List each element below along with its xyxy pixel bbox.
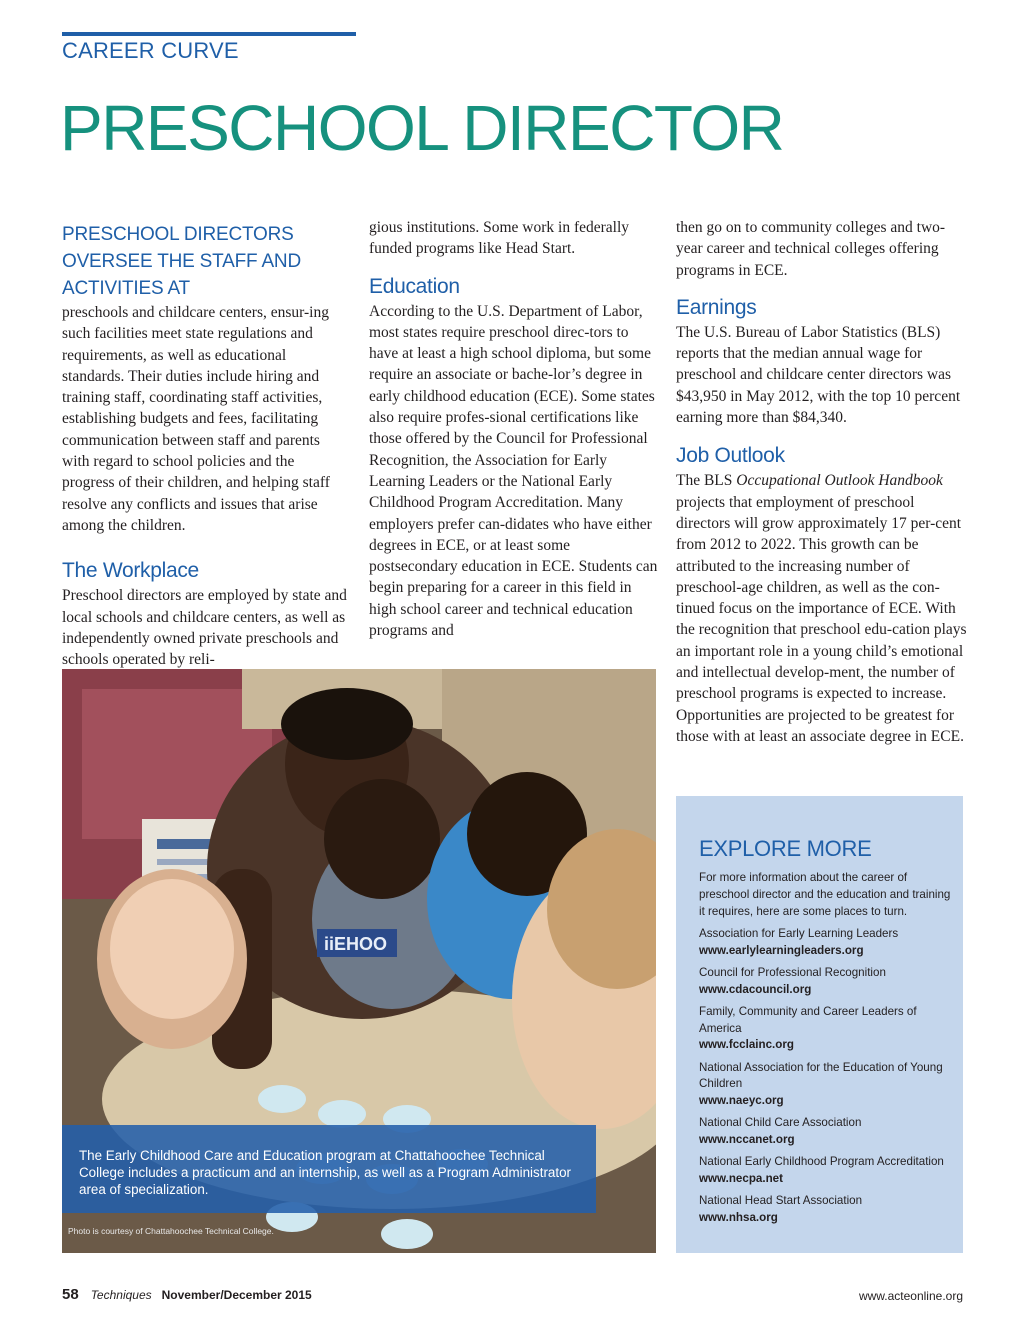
outlook-text-end: projects that employment of preschool directors will grow approximately 17 per-cent from 2012 to 2022. This growth can be attributed to the increasing number of preschool-age children, as well as the con-tinued focus on the importance of ECE. With the recognition that preschool edu-cation plays an important role in a young child’s emotional and intellectual develop-ment, the number of preschool programs is expected to increase. Opportunities are projected to be greatest for those with at least an associate degree in ECE.	[676, 493, 967, 745]
resource-item	[699, 1060, 951, 1110]
footer-website[interactable]: www.acteonline.org	[858, 1289, 963, 1303]
page-footer	[62, 1286, 312, 1303]
photo-caption: The Early Childhood Care and Education program at Chattahoochee Technical College includes a practicum and an internship, as well as a Program Administrator area of specialization.	[62, 1125, 596, 1213]
section-label: CAREER CURVE	[62, 38, 239, 63]
heading-job-outlook: Job Outlook	[676, 444, 785, 468]
resource-link[interactable]: www.cdacouncil.org	[699, 982, 812, 996]
page-title: PRESCHOOL DIRECTOR	[60, 92, 784, 164]
header-rule	[62, 32, 356, 36]
article-column-1	[62, 221, 348, 670]
outlook-text-start: The BLS	[676, 472, 737, 490]
resource-link[interactable]: www.nccanet.org	[699, 1132, 795, 1146]
heading-earnings: Earnings	[676, 295, 757, 319]
resource-name: Association for Early Learning Leaders	[699, 927, 899, 940]
education-paragraph: According to the U.S. Department of Labor, most states require preschool direc-tors to have at least a high school diploma, but some require an associate or bache-lor’s degree in early childhood education (ECE). Some states also require profes-sional certifications like those offered by the Council for Professional Recognition, the Association for Early Learning Leaders or the National Early Childhood Program Accreditation. Many employers prefer can-didates who have either degrees in ECE, or at least some postsecondary education in ECE. Students can begin preparing for a career in this field in high school career and technical education programs and	[369, 302, 658, 640]
issue-date: November/December 2015	[161, 1288, 312, 1302]
resource-link[interactable]: www.earlylearningleaders.org	[699, 943, 864, 957]
article-column-3	[676, 217, 968, 747]
explore-more-box	[676, 796, 963, 1253]
explore-intro: For more information about the career of preschool director and the education and training it requires, here are some places to turn.	[699, 871, 951, 918]
resource-link[interactable]: www.naeyc.org	[699, 1093, 784, 1107]
page-number: 58	[62, 1286, 79, 1303]
resource-name: Family, Community and Career Leaders of America	[699, 1005, 917, 1035]
resource-name: Council for Professional Recognition	[699, 966, 886, 979]
explore-heading: EXPLORE MORE	[699, 836, 872, 861]
resource-name: National Association for the Education of Young Children	[699, 1060, 943, 1090]
resource-link[interactable]: www.necpa.net	[699, 1171, 783, 1185]
article-column-2	[369, 217, 659, 641]
resource-item	[699, 1004, 951, 1054]
intro-paragraph: preschools and childcare centers, ensur-ing such facilities meet state regulations and requirements, as well as educational standards. Their duties include hiring and training staff, coordinating staff activities, establishing budgets and fees, facilitating communication between staff and parents with regard to school policies and the progress of their children, and helping staff resolve any conflicts and issues that arise among the children.	[62, 304, 330, 534]
workplace-continued: gious institutions. Some work in federally funded programs like Head Start.	[369, 219, 630, 258]
magazine-name: Techniques	[90, 1288, 152, 1302]
resource-name: National Early Childhood Program Accreditation	[699, 1155, 944, 1168]
workplace-paragraph: Preschool directors are employed by state and local schools and childcare centers, as well as independently owned private preschools and schools operated by reli-	[62, 587, 347, 669]
education-continued: then go on to community colleges and two-year career and technical colleges offering programs in ECE.	[676, 219, 946, 279]
heading-workplace: The Workplace	[62, 559, 199, 583]
resource-link[interactable]: www.nhsa.org	[699, 1210, 778, 1224]
resource-item	[699, 1154, 951, 1187]
resource-name: National Head Start Association	[699, 1194, 863, 1207]
resource-item	[699, 1115, 951, 1148]
shirt-logo-text: iiEHOO	[324, 934, 388, 954]
resource-item	[699, 965, 951, 998]
resource-item	[699, 926, 951, 959]
earnings-paragraph: The U.S. Bureau of Labor Statistics (BLS) reports that the median annual wage for preschool and childcare center directors was $43,950 in May 2012, with the top 10 percent earning more than $84,340.	[676, 323, 961, 427]
resource-item	[699, 1193, 951, 1226]
lead-in: PRESCHOOL DIRECTORS OVERSEE THE STAFF AND ACTIVITIES AT	[62, 224, 301, 299]
heading-education: Education	[369, 274, 460, 298]
resource-name: National Child Care Association	[699, 1116, 862, 1129]
outlook-paragraph	[676, 470, 968, 747]
photo-credit: Photo is courtesy of Chattahoochee Technical College.	[68, 1226, 274, 1236]
resource-link[interactable]: www.fcclainc.org	[699, 1038, 794, 1051]
handbook-title: Occupational Outlook Handbook	[736, 472, 943, 490]
